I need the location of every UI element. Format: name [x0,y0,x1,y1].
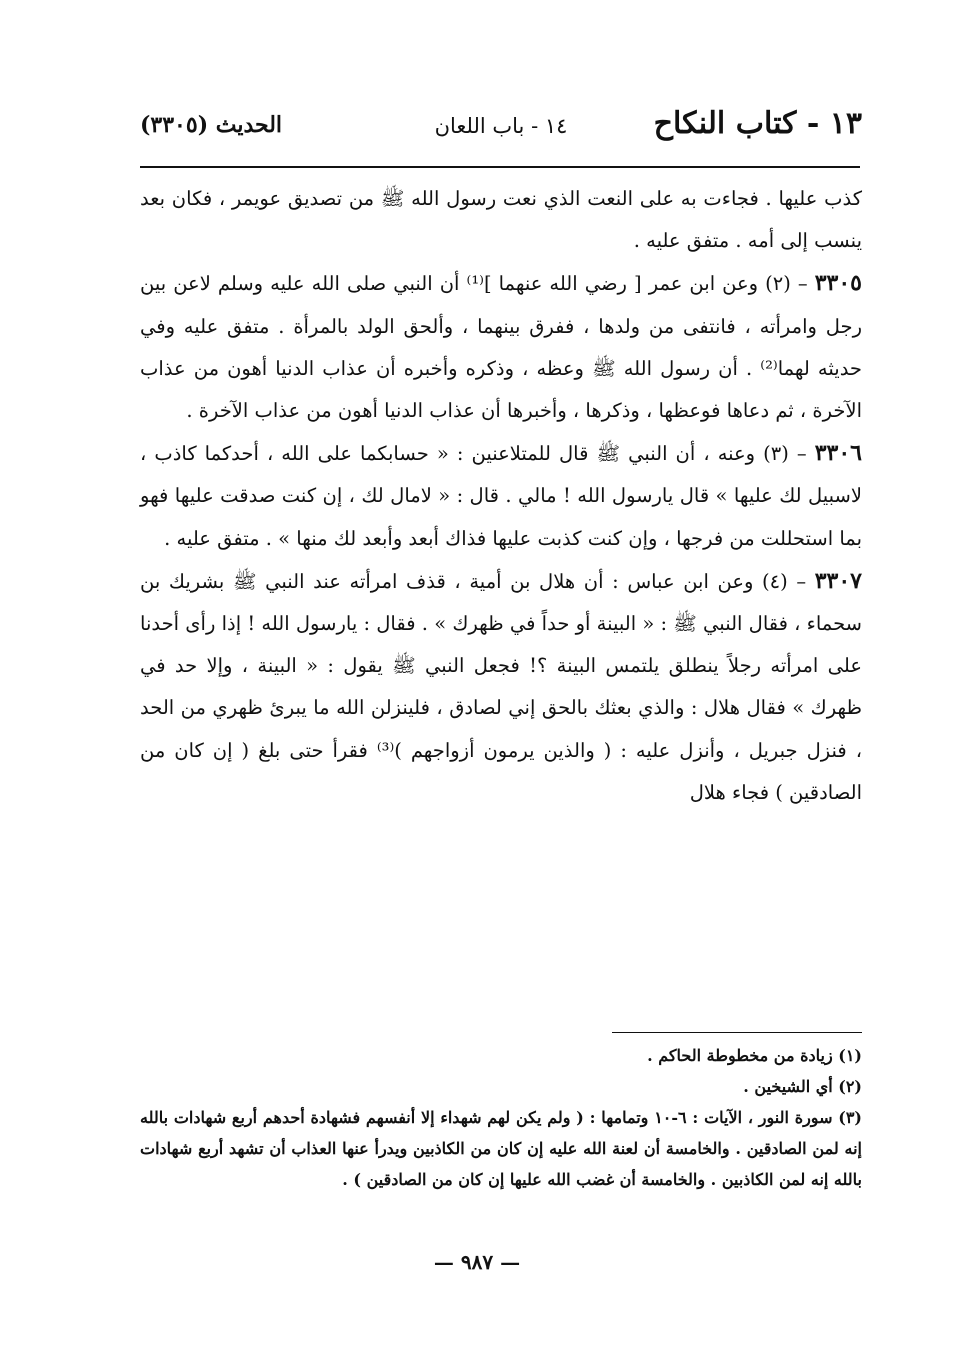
main-text [140,178,862,814]
paragraph-text: كذب عليها . فجاءت به على النعت الذي نعت رسول الله ﷺ من تصديق عويمر ، فكان بعد ينسب إلى أمه . متفق عليه . [140,187,862,253]
footnote-item: (٣) سورة النور ، الآيات : ٦-١٠ وتمامها : ( ولم يكن لهم شهداء إلا أنفسهم فشهادة أحدهم أربع شهادات بالله إنه لمن الصادقين . والخامسة أن لعنة الله عليه إن كان من الكاذبين ويدرأ عنها العذاب أن تشهد أربع شهادات بالله إنه لمن الكاذبين . والخامسة أن غضب الله عليها إن كان من الصادقين ) . [140,1108,862,1189]
hadith-number: ٣٣٠٥ [814,270,862,297]
footnotes [140,1040,862,1195]
page-header [140,104,862,164]
hadith-range: الحديث (٣٣٠٥) [140,112,283,138]
paragraph-hadith-3305 [140,262,862,432]
paragraph-hadith-3306 [140,432,862,560]
footnote-item: (٢) أي الشيخين . [743,1077,862,1096]
hadith-number: ٣٣٠٧ [814,567,862,594]
paragraph-text: – (٢) وعن ابن عمر [ رضي الله عنهما ]⁽¹⁾ أن النبي صلى الله عليه وسلم لاعن بين رجل وامرأته ، فانتفى من ولدها ، ففرق بينهما ، وألحق الولد بالمرأة . متفق عليه وفي حديثه لهما⁽²⁾ . أن رسول الله ﷺ وعظه ، وذكره وأخبره أن عذاب الدنيا أهون من عذاب الآخرة ، ثم دعاها فوعظها ، وذكرها ، وأخبرها أن عذاب الدنيا أهون من عذاب الآخرة . [140,272,862,423]
footnote-separator [612,1032,862,1033]
header-rule [140,166,860,168]
book-title: ١٣ - كتاب النكاح [653,106,862,141]
hadith-number: ٣٣٠٦ [814,440,862,467]
paragraph [140,178,862,262]
chapter-title: ١٤ - باب اللعان [434,114,568,138]
paragraph-text: – (٤) وعن ابن عباس : أن هلال بن أمية ، قذف امرأته عند النبي ﷺ بشريك بن سحماء ، فقال النبي ﷺ : « البينة أو حداً في ظهرك » . فقال : يارسول الله ! إذا رأى أحدنا على امرأته رجلاً ينطلق يلتمس البينة ؟! فجعل النبي ﷺ يقول : « البينة ، وإلا حد في ظهرك » فقال هلال : والذي بعثك بالحق إني لصادق ، فلينزلن الله ما يبرئ ظهري من الحد ، فنزل جبريل ، وأنزل عليه : ( والذين يرمون أزواجهم )⁽³⁾ فقرأ حتى بلغ ( إن كان من الصادقين ) فجاء هلال [140,569,862,804]
paragraph-text: – (٣) وعنه ، أن النبي ﷺ قال للمتلاعنين : « حسابكما على الله ، أحدكما كاذب ، لاسبيل لك عليها » قال يارسول الله ! مالي . قال : « لامال لك ، إن كنت صدقت عليها فهو بما استحللت من فرجها ، وإن كنت كذبت عليها فذاك أبعد وأبعد لك منها » . متفق عليه . [140,442,862,550]
paragraph-hadith-3307 [140,560,862,814]
footnote-item: (١) زيادة من مخطوطة الحاكم . [647,1046,862,1065]
page-number: — ٩٨٧ — [433,1250,521,1274]
